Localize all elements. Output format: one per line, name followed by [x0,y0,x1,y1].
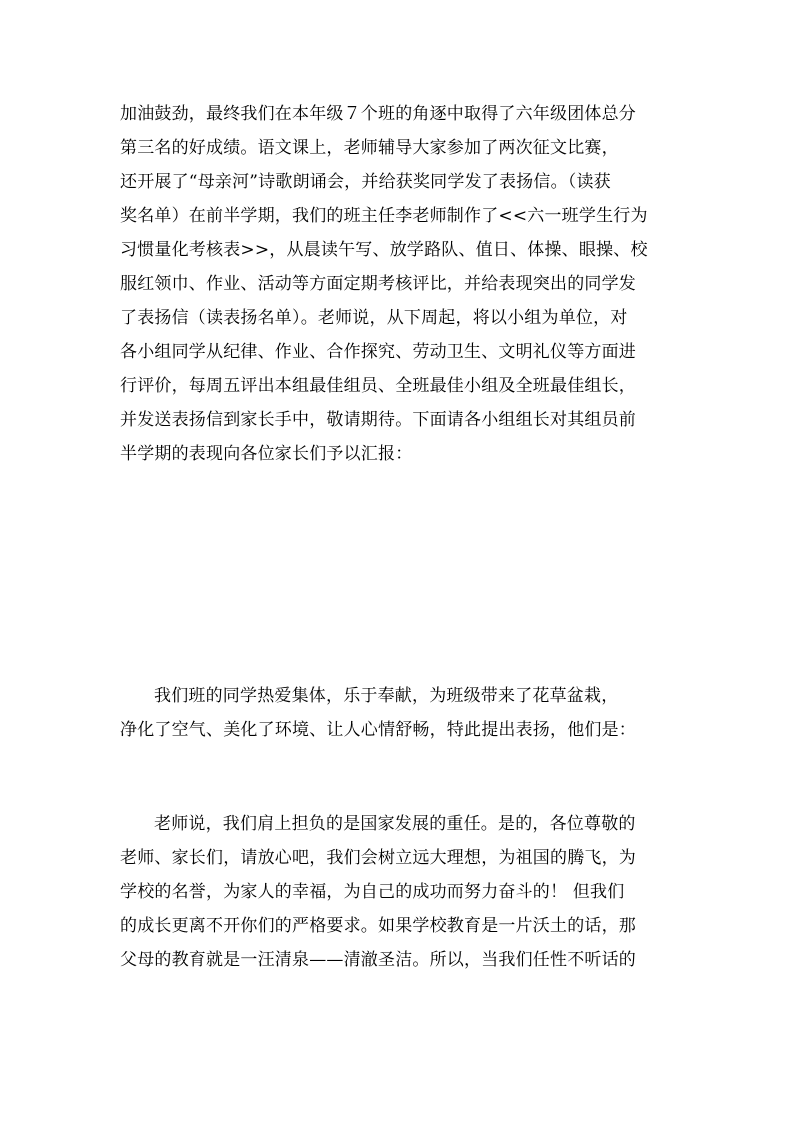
text-line: 我们班的同学热爱集体，乐于奉献，为班级带来了花草盆栽， [154,686,619,706]
text-line: 加油鼓劲，最终我们在本年级７个班的角逐中取得了六年级团体总分 [120,104,636,124]
paragraph-class-report [120,97,680,471]
text-line: 净化了空气、美化了环境、让人心情舒畅，特此提出表扬，他们是： [120,720,636,740]
text-line: 第三名的好成绩。语文课上，老师辅导大家参加了两次征文比赛， [120,138,619,158]
text-line: 半学期的表现向各位家长们予以汇报： [120,444,413,464]
text-line: 了表扬信（读表扬名单）。老师说，从下周起，将以小组为单位，对 [120,308,628,328]
text-line: 各小组同学从纪律、作业、合作探究、劳动卫生、文明礼仪等方面进 [120,342,636,362]
text-line: 服红领巾、作业、活动等方面定期考核评比，并给表现突出的同学发 [120,274,636,294]
paragraph-teacher-says [120,807,680,977]
text-line: 行评价，每周五评出本组最佳组员、全班最佳小组及全班最佳组长， [120,376,636,396]
paragraph-praise [120,679,690,747]
text-line: 父母的教育就是一汪清泉——清澈圣洁。所以，当我们任性不听话的 [120,950,636,970]
text-line: 还开展了“母亲河”诗歌朗诵会，并给获奖同学发了表扬信。（读获 [120,172,611,192]
text-line: 习惯量化考核表>>，从晨读午写、放学路队、值日、体操、眼操、校 [120,240,648,260]
text-line: 学校的名誉，为家人的幸福，为自己的成功而努力奋斗的！ 但我们 [120,882,625,902]
text-line: 奖名单）在前半学期，我们的班主任李老师制作了<<六一班学生行为 [120,206,648,226]
text-line: 老师说，我们肩上担负的是国家发展的重任。是的，各位尊敬的 [154,814,636,834]
text-line: 并发送表扬信到家长手中，敬请期待。下面请各小组组长对其组员前 [120,410,636,430]
text-line: 老师、家长们，请放心吧，我们会树立远大理想，为祖国的腾飞，为 [120,848,636,868]
text-line: 的成长更离不开你们的严格要求。如果学校教育是一片沃土的话，那 [120,916,636,936]
